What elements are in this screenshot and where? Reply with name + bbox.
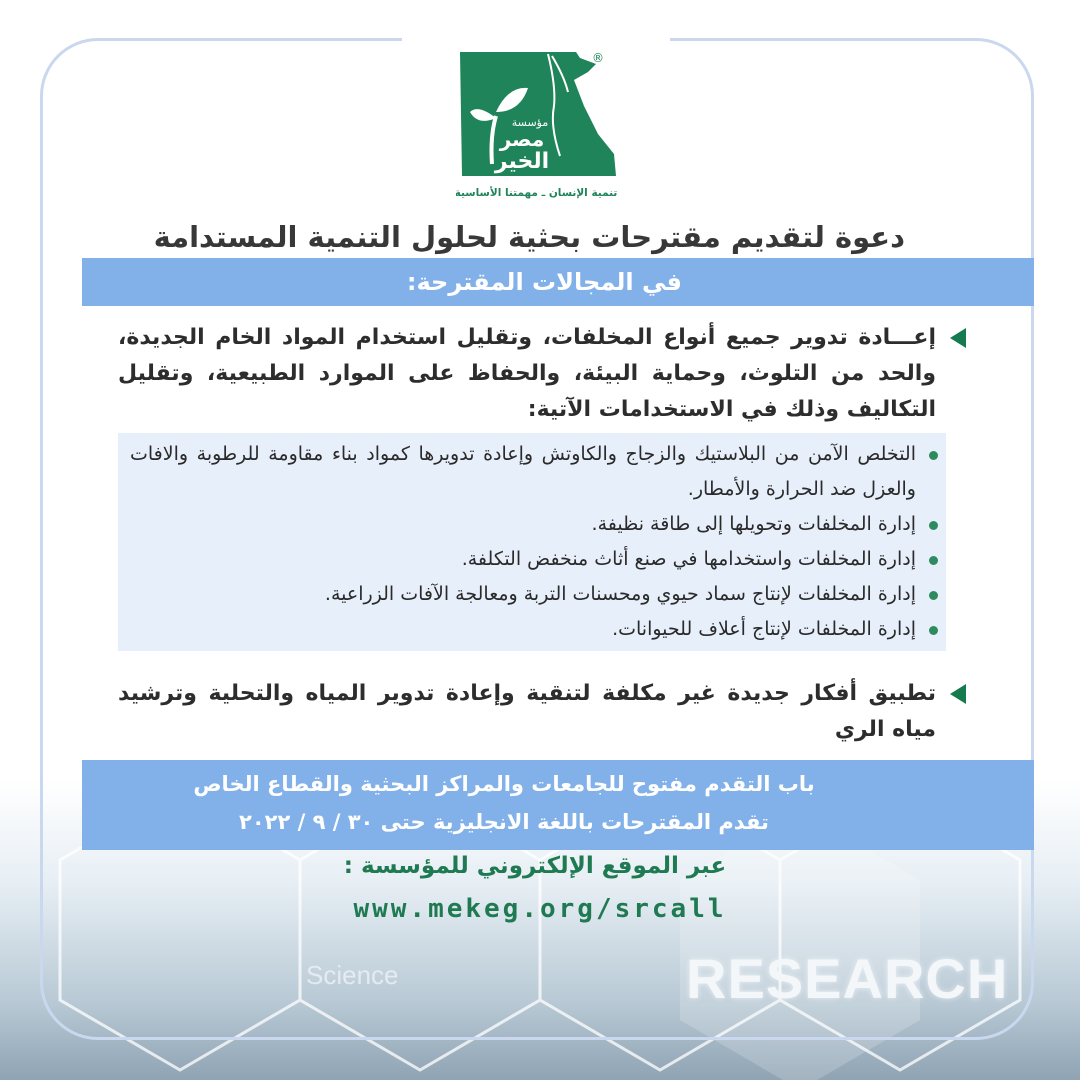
list-item (130, 437, 938, 507)
foundation-logo (456, 46, 626, 206)
list-item-text: إدارة المخلفات واستخدامها في صنع أثاث منخفض التكلفة. (461, 548, 916, 570)
logo-tagline: تنمية الإنسان ـ مهمتنا الأساسية (456, 187, 618, 199)
logo-name-line1: مؤسسة (511, 116, 549, 129)
bullet-triangle-icon (950, 328, 966, 348)
bullet-dot-icon (929, 591, 938, 600)
list-item (130, 507, 938, 542)
info-band (82, 760, 1034, 850)
uses-list (130, 437, 938, 647)
map-logo-icon (456, 46, 626, 206)
section2-text: تطبيق أفكار جديدة غير مكلفة لتنقية وإعادة تدوير المياه والتحلية وترشيد مياه الري (118, 681, 936, 742)
bullet-dot-icon (929, 521, 938, 530)
frame-gap (402, 30, 670, 46)
list-item (130, 577, 938, 612)
list-item-text: إدارة المخلفات وتحويلها إلى طاقة نظيفة. (591, 513, 916, 535)
list-item-text: إدارة المخلفات لإنتاج أعلاف للحيوانات. (612, 618, 916, 640)
info-line-2: تقدم المقترحات باللغة الانجليزية حتى ٣٠ / ٩ / ٢٠٢٢ (239, 810, 769, 834)
info-line-1: باب التقدم مفتوح للجامعات والمراكز البحثية والقطاع الخاص (193, 772, 815, 796)
list-item (130, 542, 938, 577)
bullet-dot-icon (929, 451, 938, 460)
logo-name-line2: مصر (499, 127, 545, 151)
section1-text: إعـــادة تدوير جميع أنواع المخلفات، وتقليل استخدام المواد الخام الجديدة، والحد من التلوث، وحماية البيئة، والحفاظ على الموارد الطبيعية، وتقليل التكاليف وذلك في الاستخدامات الآتية: (118, 325, 936, 422)
bullet-triangle-icon (950, 684, 966, 704)
registered-mark: ® (592, 51, 604, 65)
bullet-dot-icon (929, 626, 938, 635)
list-item-text: إدارة المخلفات لإنتاج سماد حيوي ومحسنات التربة ومعالجة الآفات الزراعية. (324, 583, 916, 605)
research-word: RESEARCH (686, 947, 1009, 1010)
list-item (130, 612, 938, 647)
page-title: دعوة لتقديم مقترحات بحثية لحلول التنمية المستدامة (153, 220, 905, 254)
science-word: Science (306, 960, 399, 990)
logo-name-line3: الخير (494, 149, 550, 174)
fields-heading: في المجالات المقترحة: (406, 268, 682, 296)
via-website-label: عبر الموقع الإلكتروني للمؤسسة : (343, 853, 727, 879)
bullet-dot-icon (929, 556, 938, 565)
website-link[interactable]: www.mekeg.org/srcall (353, 894, 727, 924)
list-item-text: التخلص الآمن من البلاستيك والزجاج والكاوتش وإعادة تدويرها كمواد بناء مقاومة للرطوبة والافات والعزل ضد الحرارة والأمطار. (130, 443, 916, 500)
fields-heading-band (82, 258, 1034, 306)
